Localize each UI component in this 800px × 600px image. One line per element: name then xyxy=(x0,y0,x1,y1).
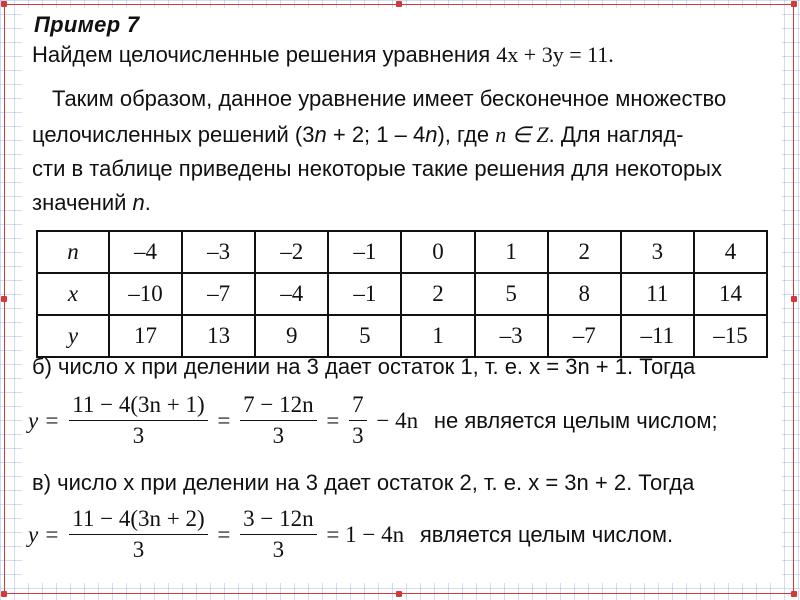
table-cell: –4 xyxy=(255,273,328,315)
case-b-fraction-2-numerator: 7 − 12n xyxy=(240,392,316,421)
case-c-fraction-1-denominator: 3 xyxy=(132,537,145,562)
case-c-line xyxy=(32,470,777,496)
paragraph-var-n: n xyxy=(132,190,145,215)
paragraph-line-4-text: значений xyxy=(32,190,133,215)
table-cell: –7 xyxy=(548,315,621,357)
frame-handle-top-right[interactable] xyxy=(791,1,797,7)
table-row-y xyxy=(37,315,767,357)
table-cell: 3 xyxy=(621,231,694,273)
frame-handle-bottom-left[interactable] xyxy=(1,591,7,597)
paragraph-line-2-part-b: + 2; 1 – 4 xyxy=(326,122,426,147)
table-cell: –11 xyxy=(621,315,694,357)
case-b-comment: не является целым числом; xyxy=(433,407,718,433)
table-cell: –3 xyxy=(182,231,255,273)
table-cell: 9 xyxy=(255,315,328,357)
case-c-fraction-2-numerator: 3 − 12n xyxy=(240,506,316,535)
table-cell: –10 xyxy=(109,273,182,315)
case-c-comment: является целым числом. xyxy=(419,521,674,547)
case-b-line xyxy=(32,354,777,380)
paragraph-line-4 xyxy=(32,190,777,216)
table-cell: 14 xyxy=(694,273,767,315)
table-cell: 11 xyxy=(621,273,694,315)
paragraph-line-3-text: сти в таблице приведены некоторые такие решения для некоторых xyxy=(32,156,722,181)
table-cell: –7 xyxy=(182,273,255,315)
case-b-equals-1: = xyxy=(217,407,231,433)
table-cell: –15 xyxy=(694,315,767,357)
case-b-fraction-1-numerator: 11 − 4(3n + 1) xyxy=(69,392,207,421)
table-cell: 1 xyxy=(475,231,548,273)
table-cell: –4 xyxy=(109,231,182,273)
table-cell: –1 xyxy=(328,231,401,273)
case-b-fraction-3 xyxy=(349,392,367,449)
solutions-table xyxy=(36,230,768,358)
task-text: Найдем целочисленные решения уравнения xyxy=(32,42,497,67)
case-b-fraction-2 xyxy=(240,392,316,449)
table-cell: 5 xyxy=(475,273,548,315)
frame-handle-top-left[interactable] xyxy=(1,1,7,7)
table-cell: –1 xyxy=(328,273,401,315)
table-cell: 17 xyxy=(109,315,182,357)
case-b-fraction-1-denominator: 3 xyxy=(132,423,145,448)
paragraph-var-n: n xyxy=(425,122,438,147)
table-cell: 13 xyxy=(182,315,255,357)
frame-handle-middle-left[interactable] xyxy=(1,296,7,302)
case-c-y-equals: y = xyxy=(28,521,60,547)
paragraph-line-2 xyxy=(32,122,777,148)
paragraph-line-2-part-c: ), где xyxy=(437,122,496,147)
frame-handle-middle-right[interactable] xyxy=(791,296,797,302)
case-c-text: в) число x при делении на 3 дает остаток 2, т. е. x = 3n + 2. Тогда xyxy=(32,470,695,495)
case-b-fraction-3-denominator: 3 xyxy=(352,423,364,448)
example-heading: Пример 7 xyxy=(34,12,140,37)
table-row-header: n xyxy=(37,231,109,273)
case-c-fraction-2 xyxy=(240,506,316,563)
case-b-tail: − 4n xyxy=(376,407,419,433)
table-cell: 5 xyxy=(328,315,401,357)
case-c-equals-1: = xyxy=(217,521,231,547)
case-b-equals-2: = xyxy=(326,407,340,433)
table-cell: 2 xyxy=(401,273,474,315)
table-cell: –2 xyxy=(255,231,328,273)
table-cell: 0 xyxy=(401,231,474,273)
table-row-n xyxy=(37,231,767,273)
frame-handle-bottom-center[interactable] xyxy=(396,591,402,597)
table-cell: 1 xyxy=(401,315,474,357)
task-line xyxy=(32,42,777,68)
paragraph-line-1-text: Таким образом, данное уравнение имеет бесконечное множество xyxy=(52,86,727,111)
table-cell: 4 xyxy=(694,231,767,273)
table-row-x xyxy=(37,273,767,315)
case-b-fraction-2-denominator: 3 xyxy=(272,423,285,448)
case-c-fraction-2-denominator: 3 xyxy=(272,537,285,562)
table-cell: –3 xyxy=(475,315,548,357)
case-b-formula xyxy=(28,392,718,449)
table-cell: 8 xyxy=(548,273,621,315)
case-b-fraction-1 xyxy=(69,392,207,449)
task-equation: 4x + 3y = 11. xyxy=(496,42,614,67)
case-c-fraction-1-numerator: 11 − 4(3n + 2) xyxy=(69,506,207,535)
table-row-header: y xyxy=(37,315,109,357)
paragraph-line-3 xyxy=(32,156,777,182)
case-c-formula xyxy=(28,506,673,563)
paragraph-line-2-part-a: целочисленных решений (3 xyxy=(32,122,315,147)
table-cell: 2 xyxy=(548,231,621,273)
frame-handle-top-center[interactable] xyxy=(396,1,402,7)
case-c-fraction-1 xyxy=(69,506,207,563)
case-b-fraction-3-numerator: 7 xyxy=(349,392,367,421)
paragraph-line-4-end: . xyxy=(144,190,151,215)
case-c-result: = 1 − 4n xyxy=(326,521,405,547)
frame-handle-bottom-right[interactable] xyxy=(791,591,797,597)
paragraph-set-z: n ∈ Z xyxy=(495,122,549,147)
paragraph-var-n: n xyxy=(314,122,327,147)
case-b-text: б) число x при делении на 3 дает остаток 1, т. е. x = 3n + 1. Тогда xyxy=(32,354,696,379)
paragraph-line-1 xyxy=(52,86,797,112)
table-row-header: x xyxy=(37,273,109,315)
case-b-y-equals: y = xyxy=(28,407,60,433)
document-page xyxy=(22,8,782,583)
paragraph-line-2-part-d: . Для нагляд- xyxy=(548,122,684,147)
